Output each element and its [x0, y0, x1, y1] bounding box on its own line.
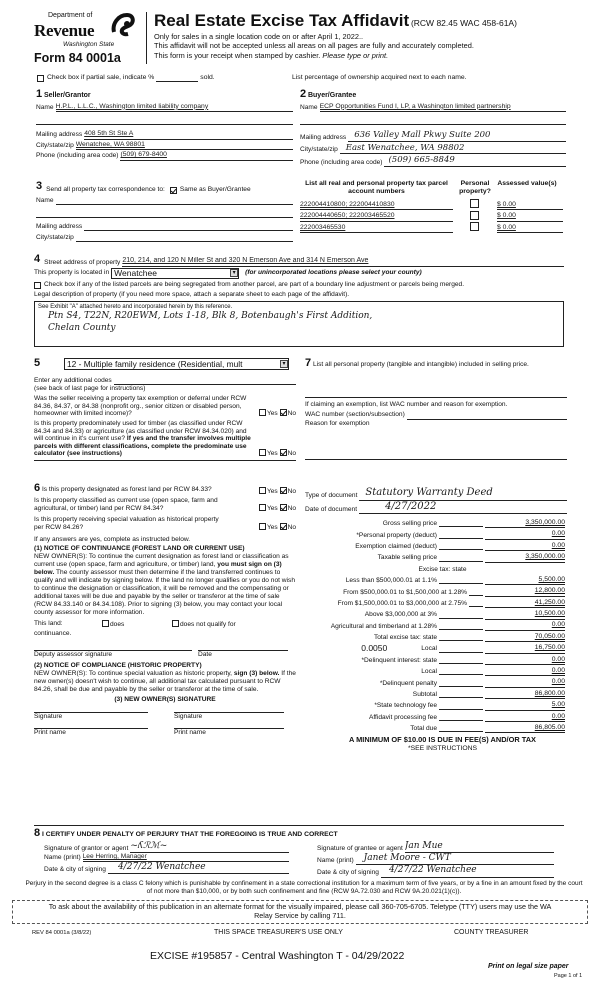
county-treasurer-label: COUNTY TREASURER	[454, 929, 529, 936]
grantee-date-label: Date & city of signing	[317, 869, 379, 877]
legal-label: Legal description of property (if you need more space, attach a separate sheet to each page of the affidavit).	[34, 290, 350, 298]
doc-date-field[interactable]: 4/27/2022	[359, 501, 567, 515]
no-label: No	[287, 524, 296, 532]
total-excise-state[interactable]: 70,050.00	[485, 633, 565, 642]
doc-type-field[interactable]: Statutory Warranty Deed	[359, 487, 567, 501]
yes-label: Yes	[266, 524, 278, 532]
section-number: 6	[34, 482, 41, 494]
gross-selling-price[interactable]: 3,350,000.00	[485, 519, 565, 528]
tax-label: Affidavit processing fee	[368, 713, 437, 721]
header-notes	[154, 32, 474, 60]
excise-state-label: Excise tax: state	[418, 565, 467, 573]
location-select[interactable]	[111, 268, 239, 279]
owner-signature-1[interactable]: Signature	[34, 712, 148, 721]
tax-row	[300, 654, 565, 665]
grantee-name-label: Name (print)	[317, 857, 354, 865]
accessibility-notice: To ask about the availability of this publication in an alternate format for the visually impaired, please call 360-705-6705. Teletype (TTY) users may use the WA Relay Service by calling 711.	[48, 902, 552, 920]
forest-no-checkbox[interactable]	[280, 487, 287, 494]
tax-label: *Personal property (deduct)	[356, 531, 437, 539]
notice1-body	[34, 553, 296, 616]
timber-question-bold: If yes and the transfer involves multiple parcels with different classifications, complete the predominate use calculator (see instructions)	[34, 435, 251, 458]
buyer-address-field[interactable]: 636 Valley Mall Pkwy Suite 200	[348, 130, 566, 142]
grantor-name-label: Name (print)	[44, 854, 81, 861]
does-qualify-checkbox[interactable]	[102, 620, 109, 627]
buyer-name-field[interactable]: ECP Opportunities Fund I, LP, a Washington limited partnership	[320, 103, 566, 112]
document-info	[305, 487, 567, 514]
buyer-name-line2[interactable]	[300, 117, 566, 125]
section-number: 4	[34, 253, 41, 265]
tax-label: *State technology fee	[374, 702, 437, 710]
additional-codes-field[interactable]	[114, 377, 296, 385]
parcel-numbers[interactable]: 222004440650; 222003465520	[300, 212, 453, 221]
tax-label: Exemption claimed (deduct)	[355, 542, 437, 550]
buyer-heading: Buyer/Grantee	[307, 92, 357, 99]
section-8	[34, 825, 564, 878]
certify-statement: I CERTIFY UNDER PENALTY OF PERJURY THAT THE FOREGOING IS TRUE AND CORRECT	[42, 831, 338, 838]
tax-label: Gross selling price	[382, 520, 437, 528]
seller-address-field[interactable]: 408 5th St Ste A	[84, 130, 293, 139]
buyer-name-label: Name	[300, 104, 318, 111]
partial-sale-row	[37, 74, 215, 82]
doc-date-label: Date of document	[305, 505, 358, 513]
accessibility-box	[12, 900, 588, 924]
assessor-date[interactable]: Date	[198, 650, 288, 659]
seller-heading: Seller/Grantor	[43, 92, 91, 99]
grantee-signature-block	[299, 841, 554, 878]
tax-row	[300, 620, 565, 631]
no-label: No	[287, 449, 296, 457]
personal-property-deduct[interactable]: 0.00	[485, 530, 565, 539]
street-field[interactable]: 210, 214, and 120 N Miller St and 320 N Emerson Ave and 314 N Emerson Ave	[122, 257, 564, 267]
parcels-col-value: Assessed value(s)	[497, 180, 557, 187]
local-rate: 0.0050	[361, 643, 388, 654]
same-as-buyer-label: Same as Buyer/Grantee	[179, 185, 251, 193]
does-label: does	[110, 621, 125, 629]
header-note-1: Only for sales in a single location code on or after April 1, 2022..	[154, 32, 364, 41]
tax-label: Above $3,000,000 at 3%	[364, 611, 437, 619]
corr-address-label: Mailing address	[36, 222, 83, 230]
excise-state-heading	[300, 563, 565, 574]
tier1-tax[interactable]: 5,500.00	[485, 576, 565, 585]
seller-address-label: Mailing address	[36, 131, 83, 139]
does-not-qualify-checkbox[interactable]	[172, 620, 179, 627]
seller-phone-label: Phone (including area code)	[36, 152, 119, 160]
parcels-table	[300, 180, 570, 233]
tax-label: Less than $500,000.01 at 1.1%	[345, 577, 437, 585]
print-legal-note: Print on legal size paper	[488, 963, 569, 970]
historic-yes-checkbox[interactable]	[259, 523, 266, 530]
current-use-question: Is this property classified as current use (open space, farm and agricultural, or timber) land per RCW 84.34?	[34, 496, 218, 512]
deputy-assessor-signature[interactable]: Deputy assessor signature	[34, 650, 192, 659]
assessed-value[interactable]: $ 0.00	[497, 212, 563, 221]
perjury-notice: Perjury in the second degree is a class C felony which is punishable by confinement in a state correctional institution for a maximum term of five years, or by a fine in an amount fixed by the court of not more than $10,000, or by both such confinement and fine (RCW 9A.72.030 and RCW 9A.20.021(1)(c)).	[25, 880, 583, 895]
legal-description-box[interactable]	[34, 301, 564, 347]
notice2-text-a: NEW OWNER(S): To continue special valuation as historic property,	[34, 670, 233, 678]
additional-codes-note: (see back of last page for instructions)	[34, 384, 146, 392]
notice1-text-b: The county assessor must then determine if the land transferred continues to qualify and will indicate by signing below. If the land no longer qualifies or you do not wish to continue the designation or classification, it will be removed and the compensating or additional taxes will be due and payable by the seller or transferor at the time of sale (RCW 84.33.140 or 84.34.108). Prior to signing (3) below, you may contact your local county assessor for more information.	[34, 568, 295, 616]
ag-timber-tax[interactable]: 0.00	[485, 621, 565, 630]
street-label: Street address of property	[44, 258, 121, 266]
parcel-row	[300, 222, 570, 234]
seller-section	[36, 88, 293, 161]
dropdown-arrow-icon[interactable]: ▾	[280, 360, 288, 368]
tax-row	[300, 722, 565, 733]
segregate-checkbox[interactable]	[34, 282, 41, 289]
grantor-sig-label: Signature of grantor or agent	[44, 844, 129, 852]
tax-row	[300, 585, 565, 596]
see-instructions: *SEE INSTRUCTIONS	[407, 744, 478, 752]
historic-question: Is this property receiving special valuation as historical property per RCW 84.26?	[34, 516, 219, 532]
corr-name-field[interactable]	[56, 197, 293, 205]
tax-label: Local	[421, 668, 437, 676]
notice2-text-b: If the new owner(s) doesn't wish to continue, all additional tax calculated pursuant to RCW 84.26, shall be due and payable by the seller or transferor at the time of sale.	[34, 670, 296, 694]
title-ref: (RCW 82.45 WAC 458-61A)	[410, 18, 517, 28]
total-due[interactable]: 86,805.00	[485, 724, 565, 733]
dropdown-arrow-icon[interactable]: ▾	[230, 269, 238, 277]
this-land-label: This land:	[34, 620, 63, 628]
forest-yes-checkbox[interactable]	[259, 487, 266, 494]
grantor-signature-block	[34, 841, 289, 878]
personal-property-checkbox[interactable]	[470, 222, 479, 231]
forest-question: Is this property designated as forest land per RCW 84.33?	[41, 486, 212, 493]
corr-city-label: City/state/zip	[36, 234, 74, 242]
delinquent-interest-state[interactable]: 0.00	[485, 656, 565, 665]
owner-print-row	[34, 728, 296, 737]
tax-row	[300, 676, 565, 687]
tax-label: *Delinquent interest: state	[361, 656, 437, 664]
assessed-value[interactable]: $ 0.00	[497, 201, 563, 210]
section-7	[305, 357, 567, 460]
notice2-title: (2) NOTICE OF COMPLIANCE (HISTORIC PROPERTY)	[34, 662, 202, 670]
grantor-signature-field[interactable]: ~ʎℛℳ~	[130, 841, 289, 853]
parcels-header	[300, 180, 570, 197]
current-use-no-checkbox[interactable]	[280, 504, 287, 511]
seller-name-field[interactable]: H.P.L., L.L.C., Washington limited liability company	[56, 103, 293, 112]
tax-row	[300, 665, 565, 676]
tax-label: Local	[421, 645, 437, 653]
agency-line1: Department of	[48, 12, 93, 19]
tier4-tax[interactable]: 10,500.00	[485, 610, 565, 619]
notice2-bold: sign (3) below.	[233, 670, 280, 678]
section-number: 1	[36, 88, 43, 100]
dor-swirl-icon	[110, 12, 136, 38]
buyer-phone-label: Phone (including area code)	[300, 158, 383, 166]
no-label: No	[287, 409, 296, 417]
section-number: 2	[300, 88, 307, 100]
header-note-2: This affidavit will not be accepted unless all areas on all pages are fully and accurately completed.	[154, 41, 474, 51]
parcels-col-numbers: List all real and personal property tax parcel account numbers	[305, 180, 448, 196]
grantee-name-field[interactable]: Janet Moore - CWT	[356, 853, 554, 865]
tax-label: *Delinquent penalty	[379, 679, 437, 687]
tax-label: Total excise tax: state	[373, 634, 437, 642]
tax-label: Total due	[410, 725, 437, 733]
historic-no-checkbox[interactable]	[280, 523, 287, 530]
form-number: Form 84 0001a	[34, 51, 121, 65]
notice1-text-a: NEW OWNER(S): To continue the current designation as forest land or classification as current use (open space, farm and agriculture, or timber) land,	[34, 553, 289, 569]
tax-table	[300, 517, 565, 753]
segregate-label: Check box if any of the listed parcels are being segregated from another parcel, are part of a boundary line adjustment or parcels being merged.	[44, 280, 465, 288]
timber-question-text: Is this property predominately used for timber (as classified under RCW 84.34 and 84.33) or agriculture (as classified under RCW 84.34.020) and will continue in it's current use?	[34, 419, 247, 443]
grantor-date-label: Date & city of signing	[44, 866, 106, 874]
buyer-city-label: City/state/zip	[300, 146, 338, 154]
buyer-address-label: Mailing address	[300, 133, 347, 141]
parcel-numbers[interactable]: 222003465530	[300, 224, 453, 233]
agency-line3: Washington State	[63, 41, 115, 48]
owner-print-name-1[interactable]: Print name	[34, 728, 148, 737]
buyer-city-field[interactable]: East Wenatchee, WA 98802	[340, 143, 566, 155]
wac-field[interactable]	[407, 412, 567, 420]
same-as-buyer-checkbox[interactable]	[170, 187, 177, 194]
dor-logo	[30, 10, 140, 70]
parcel-row	[300, 210, 570, 222]
header-note-3a: This form is your receipt when stamped by cashier.	[154, 50, 321, 60]
tax-label: Subtotal	[412, 691, 437, 699]
timber-no-checkbox[interactable]	[280, 449, 287, 456]
seller-city-label: City/state/zip	[36, 141, 74, 149]
section-5	[34, 357, 296, 461]
subtotal[interactable]: 86,800.00	[485, 690, 565, 699]
if-yes-instructions: If any answers are yes, complete as instructed below.	[34, 535, 191, 543]
parcel-numbers[interactable]: 222004410800; 222004410830	[300, 201, 453, 210]
located-hint: (for unincorporated locations please select your county)	[245, 269, 422, 277]
tax-row	[300, 551, 565, 562]
excise-stamp: EXCISE #195857 - Central Washington T - 04/29/2022	[150, 950, 405, 962]
page-number: Page 1 of 1	[554, 973, 583, 979]
seller-city-field[interactable]: Wenatchee, WA 98801	[76, 141, 293, 150]
personal-property-field[interactable]	[305, 370, 567, 398]
timber-question	[34, 420, 296, 461]
tax-row	[300, 528, 565, 539]
treasurer-use-label: THIS SPACE TREASURER'S USE ONLY	[214, 929, 343, 936]
technology-fee[interactable]: 5.00	[485, 701, 565, 710]
owner-print-name-2[interactable]: Print name	[174, 728, 284, 737]
corr-address-field[interactable]	[84, 223, 293, 231]
property-section	[34, 253, 564, 347]
reason-field[interactable]	[305, 428, 567, 460]
tax-row	[300, 574, 565, 585]
seller-name-label: Name	[36, 104, 54, 111]
minimum-note: A MINIMUM OF $10.00 IS DUE IN FEE(S) AND/OR TAX	[349, 735, 536, 745]
tax-row	[300, 699, 565, 710]
no-label: No	[287, 504, 296, 512]
assessor-sign-row	[34, 650, 296, 659]
assessed-value[interactable]: $ 0.00	[497, 224, 563, 233]
legal-typed-text: See Exhibit "A" attached hereto and incorporated herein by this reference.	[38, 303, 233, 311]
grantor-date-field[interactable]: 4/27/22 Wenatchee	[108, 862, 289, 874]
reason-label: Reason for exemption	[305, 419, 370, 427]
corr-name-label: Name	[36, 196, 54, 204]
located-label: This property is located in	[34, 269, 110, 277]
tax-row	[300, 608, 565, 619]
tax-label: From $1,500,000.01 to $3,000,000 at 2.75%	[337, 599, 467, 607]
notice1-bold: you must sign on (3) below.	[34, 561, 282, 576]
legal-handwritten-line2: Chelan County	[48, 322, 116, 333]
revision-label: REV 84 0001a (3/8/22)	[32, 930, 92, 936]
tax-label: Agricultural and timberland at 1.28%	[330, 622, 437, 630]
tax-row	[300, 540, 565, 551]
tax-label: Taxable selling price	[377, 554, 437, 562]
partial-sale-percent-field[interactable]	[156, 81, 198, 82]
owner-signature-2[interactable]: Signature	[174, 712, 284, 721]
corr-city-field[interactable]	[76, 234, 293, 242]
partial-sale-suffix: sold.	[200, 74, 215, 81]
exemption-label: If claiming an exemption, list WAC number and reason for exemption.	[305, 401, 508, 409]
continuance-label: continuance.	[34, 629, 72, 637]
exemption-deduct[interactable]: 0.00	[485, 542, 565, 551]
delinquent-penalty[interactable]: 0.00	[485, 678, 565, 687]
section-number: 5	[34, 357, 41, 369]
land-use-value: 12 - Multiple family residence (Residential, mult	[67, 358, 243, 369]
grantee-sig-label: Signature of grantee or agent	[317, 844, 403, 852]
tier2-tax[interactable]: 12,800.00	[485, 587, 565, 596]
form-title	[154, 10, 517, 31]
qualify-row	[34, 620, 296, 629]
notice2-body	[34, 670, 296, 694]
land-use-select[interactable]	[64, 358, 289, 370]
title-text: Real Estate Excise Tax Affidavit	[154, 11, 410, 30]
delinquent-interest-local[interactable]: 0.00	[485, 667, 565, 676]
parcel-row	[300, 199, 570, 211]
yes-label: Yes	[266, 487, 278, 495]
grantor-name-field[interactable]: Lee Herring, Manager	[83, 853, 289, 862]
tax-row	[300, 597, 565, 608]
timber-yes-checkbox[interactable]	[259, 449, 266, 456]
buyer-section	[300, 88, 566, 167]
parcels-col-personal: Personal property?	[459, 180, 491, 196]
section-number: 8	[34, 827, 41, 839]
does-not-label: does not qualify for	[180, 621, 236, 629]
partial-sale-label: Check box if partial sale, indicate %	[47, 74, 155, 81]
grantee-date-field[interactable]: 4/27/22 Wenatchee	[381, 865, 554, 877]
tax-row	[300, 711, 565, 722]
tax-row	[300, 631, 565, 642]
local-tax[interactable]: 16,750.00	[485, 644, 565, 653]
additional-codes-label: Enter any additional codes	[34, 376, 112, 384]
yes-label: Yes	[266, 449, 278, 457]
no-label: No	[287, 487, 296, 495]
exemption-question-text: Was the seller receiving a property tax exemption or deferral under RCW 84.36, 84.37, or 84.38 (nonprofit org., senior citizen or disabled person, homeowner with limited income)?	[34, 395, 247, 418]
owner-sign-row	[34, 712, 296, 721]
legal-handwritten-line1: Ptn S4, T22N, R20EWM, Lots 1-18, Blk 8, Botenbaugh's First Addition,	[48, 311, 373, 322]
seller-phone-field[interactable]: (509) 679-8400	[120, 151, 293, 160]
agency-line2: Revenue	[34, 21, 95, 40]
processing-fee[interactable]: 0.00	[485, 713, 565, 722]
taxable-selling-price[interactable]: 3,350,000.00	[485, 553, 565, 562]
personal-property-checkbox[interactable]	[470, 199, 479, 208]
tier3-tax[interactable]: 41,250.00	[485, 599, 565, 608]
section-number: 7	[305, 357, 312, 369]
correspondence-label: Send all property tax correspondence to:	[46, 185, 165, 193]
wac-label: WAC number (section/subsection)	[305, 411, 405, 419]
section-number: 3	[36, 180, 43, 192]
exemption-no-checkbox[interactable]	[280, 409, 287, 416]
personal-property-label: List all personal property (tangible and intangible) included in selling price.	[312, 361, 529, 368]
personal-property-checkbox[interactable]	[470, 211, 479, 220]
corr-name-line2[interactable]	[36, 210, 293, 218]
correspondence-section	[36, 180, 293, 242]
exemption-question	[34, 395, 296, 418]
tax-row	[300, 688, 565, 699]
yes-label: Yes	[266, 409, 278, 417]
tax-row	[300, 642, 565, 653]
exemption-yes-checkbox[interactable]	[259, 409, 266, 416]
location-select-value: Wenatchee	[114, 267, 157, 278]
doc-type-label: Type of document	[305, 492, 358, 500]
seller-name-line2[interactable]	[36, 117, 293, 125]
ownership-note: List percentage of ownership acquired next to each name.	[292, 74, 467, 81]
current-use-yes-checkbox[interactable]	[259, 504, 266, 511]
yes-label: Yes	[266, 504, 278, 512]
buyer-phone-field[interactable]: (509) 665-8849	[384, 155, 566, 167]
section-6	[34, 482, 296, 737]
notice1-title: (1) NOTICE OF CONTINUANCE (FOREST LAND OR CURRENT USE)	[34, 544, 245, 552]
tax-row	[300, 517, 565, 528]
header-divider	[146, 12, 147, 64]
header-note-3b: Please type or print.	[322, 50, 389, 60]
notice3-title: (3) NEW OWNER(S) SIGNATURE	[114, 696, 216, 704]
tax-label: From $500,000.01 to $1,500,000 at 1.28%	[343, 588, 467, 596]
grantee-signature-field[interactable]: Jan Mue	[405, 841, 554, 853]
partial-sale-checkbox[interactable]	[37, 75, 44, 82]
